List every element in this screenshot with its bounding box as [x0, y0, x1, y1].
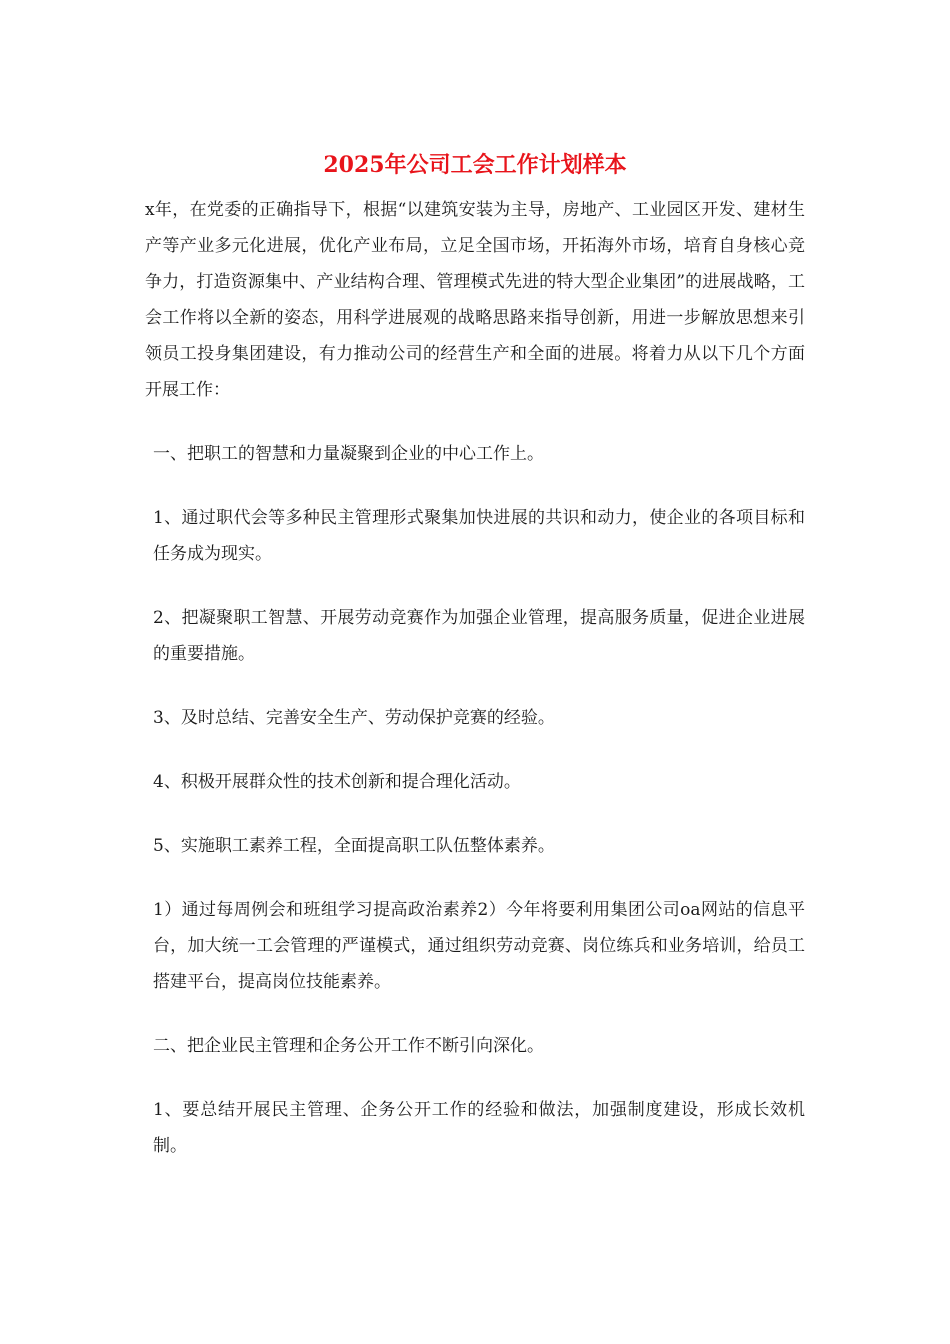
- document-title: 2025年公司工会工作计划样本: [323, 152, 627, 178]
- list-item-1-3: 3、及时总结、完善安全生产、劳动保护竞赛的经验。: [153, 708, 555, 728]
- list-item-2-1: 1、要总结开展民主管理、企务公开工作的经验和做法，加强制度建设，形成长效机制。: [153, 1100, 805, 1156]
- section-heading-1: 一、把职工的智慧和力量凝聚到企业的中心工作上。: [153, 444, 544, 464]
- document-body: [145, 192, 805, 1192]
- list-item-1-4: 4、积极开展群众性的技术创新和提合理化活动。: [153, 772, 521, 792]
- list-item-1-1: 1、通过职代会等多种民主管理形式聚集加快进展的共识和动力，使企业的各项目标和任务成为现实。: [153, 508, 805, 564]
- list-item-1-5-sub: 1）通过每周例会和班组学习提高政治素养2）今年将要利用集团公司oa网站的信息平台，加大统一工会管理的严谨模式，通过组织劳动竞赛、岗位练兵和业务培训，给员工搭建平台，提高岗位技能素养。: [153, 900, 805, 992]
- section-heading-2: 二、把企业民主管理和企务公开工作不断引向深化。: [153, 1036, 544, 1056]
- list-item-1-2: 2、把凝聚职工智慧、开展劳动竞赛作为加强企业管理，提高服务质量，促进企业进展的重要措施。: [153, 608, 805, 664]
- list-item-1-5: 5、实施职工素养工程，全面提高职工队伍整体素养。: [153, 836, 555, 856]
- paragraph-intro: x年，在党委的正确指导下，根据“以建筑安装为主导，房地产、工业园区开发、建材生产等产业多元化进展，优化产业布局，立足全国市场，开拓海外市场，培育自身核心竞争力，打造资源集中、产业结构合理、管理模式先进的特大型企业集团”的进展战略，工会工作将以全新的姿态，用科学进展观的战略思路来指导创新，用进一步解放思想来引领员工投身集团建设，有力推动公司的经营生产和全面的进展。将着力从以下几个方面开展工作：: [145, 200, 805, 400]
